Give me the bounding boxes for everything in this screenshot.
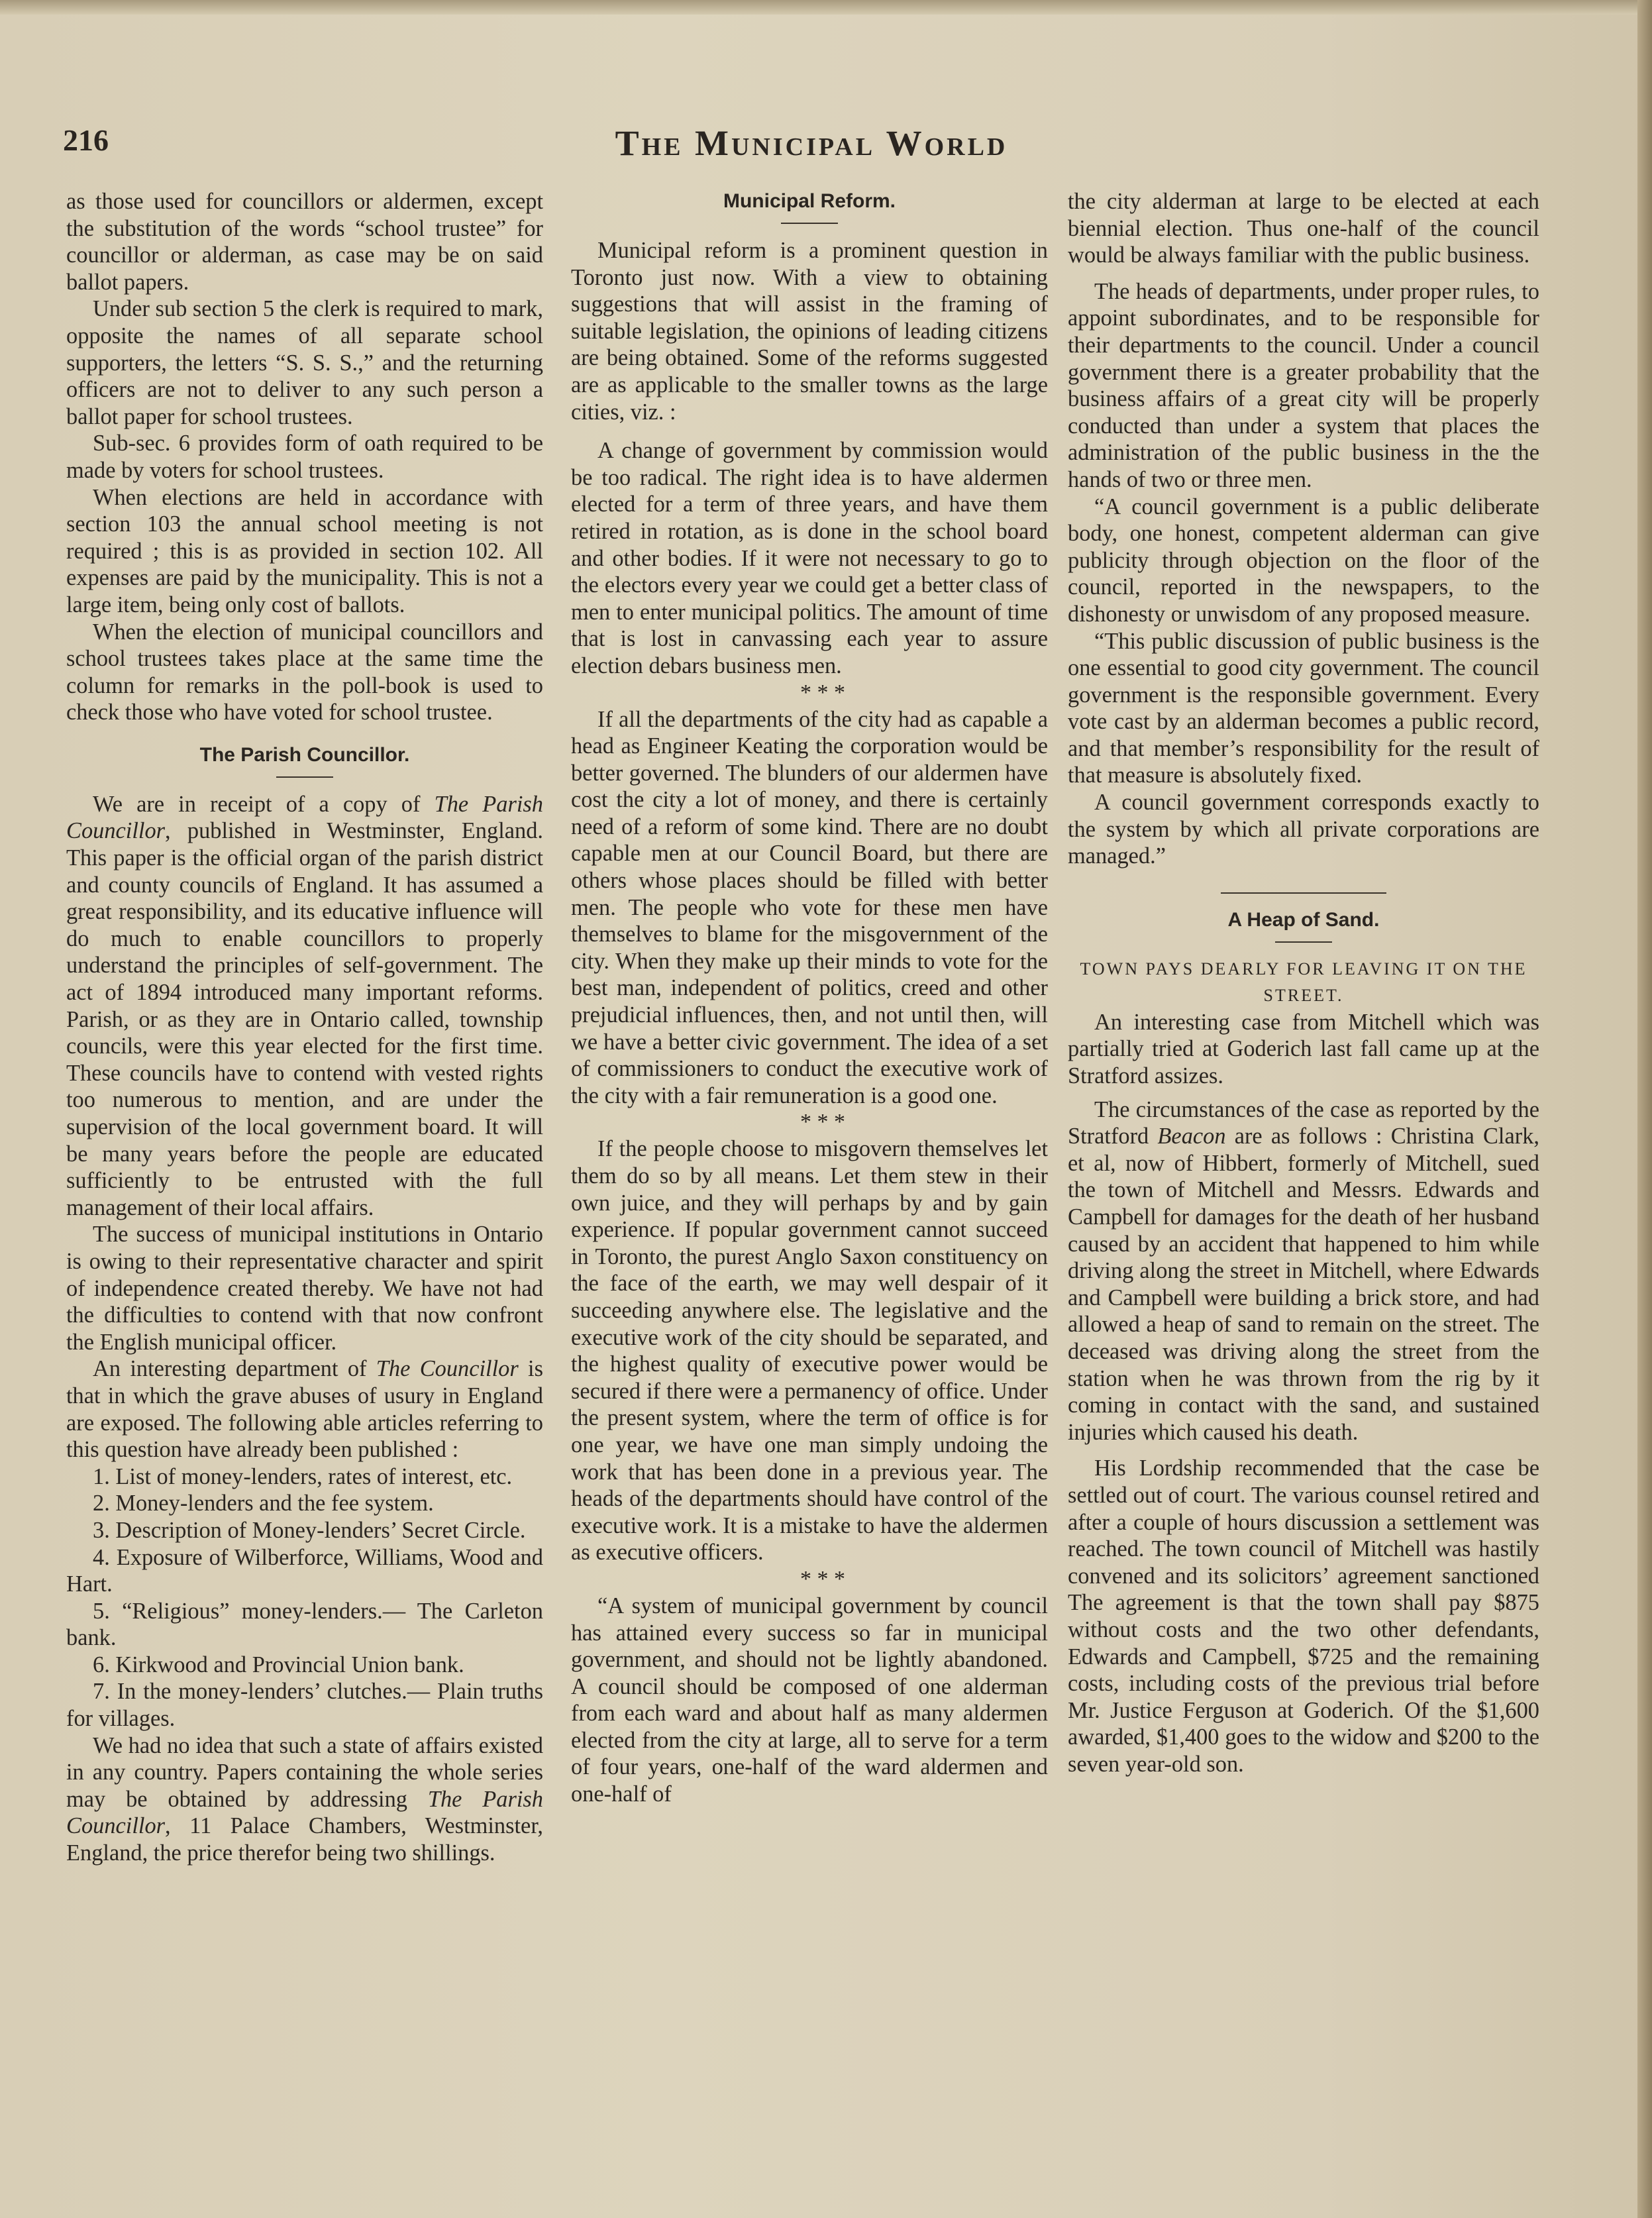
paragraph: The heads of departments, under proper rules, to appoint subordinates, and to be responsible for their departments to the council. Under a council government there is a greater probability that the business affairs of a great city will be properly conducted than under a system that places the administration of the public business in the the hands of two or three men. <box>1068 278 1539 492</box>
paragraph: Under sub section 5 the clerk is required to mark, opposite the names of all separate school supporters, the letters “S. S. S.,” and the returning officers are not to deliver to any such person a ballot paper for school trustees. <box>66 296 543 429</box>
column-2 <box>571 188 1048 1808</box>
list-item: 1. List of money-lenders, rates of interest, etc. <box>93 1463 513 1489</box>
paragraph: We had no idea that such a state of affairs existed in any country. Papers containing the whole series may be obtained by addressing The Parish Councillor, 11 Palace Chambers, Westminster, England, the price therefor being two shillings. <box>66 1732 543 1866</box>
section-separator: * * * <box>800 1566 845 1591</box>
paragraph: The circumstances of the case as reported by the Stratford Beacon are as follows : Christina Clark, et al, now of Hibbert, formerly of Mitchell, sued the town of Mitchell and Messrs. Edwards and Campbell for damages for the death of her husband caused by an accident that happened to him while driving along the street in Mitchell, where Edwards and Campbell were building a brick store, and had allowed a heap of sand to remain on the street. The deceased was driving along the street from the station when he was thrown from the rig by it coming in contact with the sand, and sustained injuries which caused his death. <box>1068 1096 1539 1445</box>
paragraph: “This public discussion of public business is the one essential to good city government. The council government is the responsible government. Every vote cast by an alderman becomes a public record, and that member’s responsibility for the result of that measure is absolutely fixed. <box>1068 628 1539 788</box>
list-item: 7. In the money-lenders’ clutches.— Plain truths for villages. <box>66 1679 543 1732</box>
subheading: TOWN PAYS DEARLY FOR LEAVING IT ON THE STREET. <box>1080 959 1527 1005</box>
page-binding-edge <box>1637 0 1652 2218</box>
list-item: 4. Exposure of Wilberforce, Williams, Wood and Hart. <box>66 1544 543 1597</box>
column-1 <box>66 188 543 1867</box>
section-rule <box>1221 892 1386 894</box>
paragraph: We are in receipt of a copy of The Parish Councillor, published in Westminster, England. This paper is the official organ of the parish district and county councils of England. It has assumed a great responsibility, and its educative influence will do much to enable councillors to properly understand the principles of self-government. The act of 1894 introduced many important reforms. Parish, or as they are in Ontario called, township councils, were this year elected for the first time. These councils have to contend with vested rights too numerous to mention, and are under the supervision of the local government board. It will be many years before the people are educated sufficiently to be entrusted with the full management of their local affairs. <box>66 791 543 1220</box>
publication-title: Beacon <box>1157 1124 1226 1149</box>
list-item: 5. “Religious” money-lenders.— The Carleton bank. <box>66 1598 543 1651</box>
publication-title: The Councillor <box>376 1356 519 1382</box>
section-heading-municipal-reform: Municipal Reform. <box>723 190 896 212</box>
paragraph: A change of government by commission would be too radical. The right idea is to have aldermen elected for a term of three years, and have them retired in rotation, as is done in the school board and other bodies. If it were not necessary to go to the electors every year we could get a better class of men to enter municipal politics. The amount of time that is lost in canvassing each year to assure election debars business men. <box>571 438 1048 678</box>
paragraph: Sub-sec. 6 provides form of oath required to be made by voters for school trustees. <box>66 431 543 483</box>
list-item: 3. Description of Money-lenders’ Secret Circle. <box>93 1517 526 1543</box>
list-item: 2. Money-lenders and the fee system. <box>93 1491 434 1516</box>
heading-rule <box>276 776 333 778</box>
page-title: The Municipal World <box>615 123 1008 163</box>
section-heading-heap-of-sand: A Heap of Sand. <box>1227 908 1380 931</box>
page-header <box>63 123 1560 169</box>
page-top-edge <box>0 0 1652 15</box>
paragraph: An interesting department of The Councillor is that in which the grave abuses of usury in England are exposed. The following able articles referring to this question have already been published : <box>66 1356 543 1463</box>
publication-title: The Parish Councillor <box>66 1786 543 1839</box>
paragraph: A council government corresponds exactly to the system by which all private corporations are managed.” <box>1068 790 1539 869</box>
section-separator: * * * <box>800 1110 845 1135</box>
paragraph: When elections are held in accordance with section 103 the annual school meeting is not required ; this is as provided in section 102. All expenses are paid by the municipality. This is not a large item, being only cost of ballots. <box>66 484 543 617</box>
heading-rule <box>781 223 838 224</box>
paragraph: Municipal reform is a prominent question in Toronto just now. With a view to obtaining suggestions that will assist in the framing of suitable legislation, the opinions of leading citizens are being obtained. Some of the reforms suggested are as applicable to the smaller towns as the large cities, viz. : <box>571 238 1048 425</box>
paragraph: When the election of municipal councillors and school trustees takes place at the same time the column for remarks in the poll-book is used to check those who have voted for school trustee. <box>66 619 543 725</box>
paragraph: An interesting case from Mitchell which was partially tried at Goderich last fall came up at the Stratford assizes. <box>1068 1009 1539 1089</box>
paragraph: “A system of municipal government by council has attained every success so far in municipal government, and should not be lightly abandoned. A council should be composed of one alderman from each ward and about half as many aldermen elected from the city at large, all to serve for a term of four years, one-half of the ward aldermen and one-half of <box>571 1593 1048 1807</box>
list-item: 6. Kirkwood and Provincial Union bank. <box>93 1652 464 1677</box>
paragraph: the city alderman at large to be elected at each biennial election. Thus one-half of the council would be always familiar with the public business. <box>1068 189 1539 268</box>
paragraph: His Lordship recommended that the case be settled out of court. The various counsel retired and after a couple of hours discussion a settlement was reached. The town council of Mitchell was hastily convened and its solicitors’ agreement sanctioned The agreement is that the town shall pay $875 without costs and the two other defendants, Edwards and Campbell, $725 and the remaining costs, including costs of the previous trial before Mr. Justice Ferguson at Goderich. Of the $1,600 awarded, $1,400 goes to the widow and $200 to the seven year-old son. <box>1068 1455 1539 1777</box>
paragraph: If the people choose to misgovern themselves let them do so by all means. Let them stew in their own juice, and they will perhaps by and by gain experience. If popular government cannot succeed in Toronto, the purest Anglo Saxon constituency on the face of the earth, we may well despair of it succeeding anywhere else. The legislative and the executive work of the city should be separated, and the highest quality of executive power would be secured if there were a permanency of office. Under the present system, where the term of office is for one year, we have one man simply undoing the work that has been done in a previous year. The heads of the departments should have control of the executive work. It is a mistake to have the aldermen as executive officers. <box>571 1136 1048 1565</box>
publication-title: The Parish Councillor <box>66 791 543 844</box>
page-number: 216 <box>63 123 109 157</box>
paragraph: as those used for councillors or aldermen, except the substitution of the words “school trustee” for councillor or alderman, as case may be on said ballot papers. <box>66 189 543 295</box>
heading-rule <box>1275 941 1332 943</box>
column-3 <box>1068 188 1539 1777</box>
section-heading-parish-councillor: The Parish Councillor. <box>199 743 410 766</box>
section-separator: * * * <box>800 680 845 705</box>
paragraph: If all the departments of the city had as capable a head as Engineer Keating the corporation would be better governed. The blunders of our aldermen have cost the city a lot of money, and there is certainly need of a reform of some kind. There are no doubt capable men at our Council Board, but there are others whose places should be filled with better men. The people who vote for these men have themselves to blame for the misgovernment of the city. When they make up their minds to vote for the best man, independent of politics, creed and other prejudicial influences, then, and not until then, will we have a better civic government. The idea of a set of commissioners to conduct the executive work of the city with a fair remuneration is a good one. <box>571 706 1048 1108</box>
paragraph: “A council government is a public deliberate body, one honest, competent alderman can give publicity through objection on the floor of the council, reported in the newspapers, to the dishonesty or unwisdom of any proposed measure. <box>1068 494 1539 627</box>
paragraph: The success of municipal institutions in Ontario is owing to their representative character and spirit of independence created thereby. We have not had the difficulties to contend with that now confront the English municipal officer. <box>66 1222 543 1355</box>
